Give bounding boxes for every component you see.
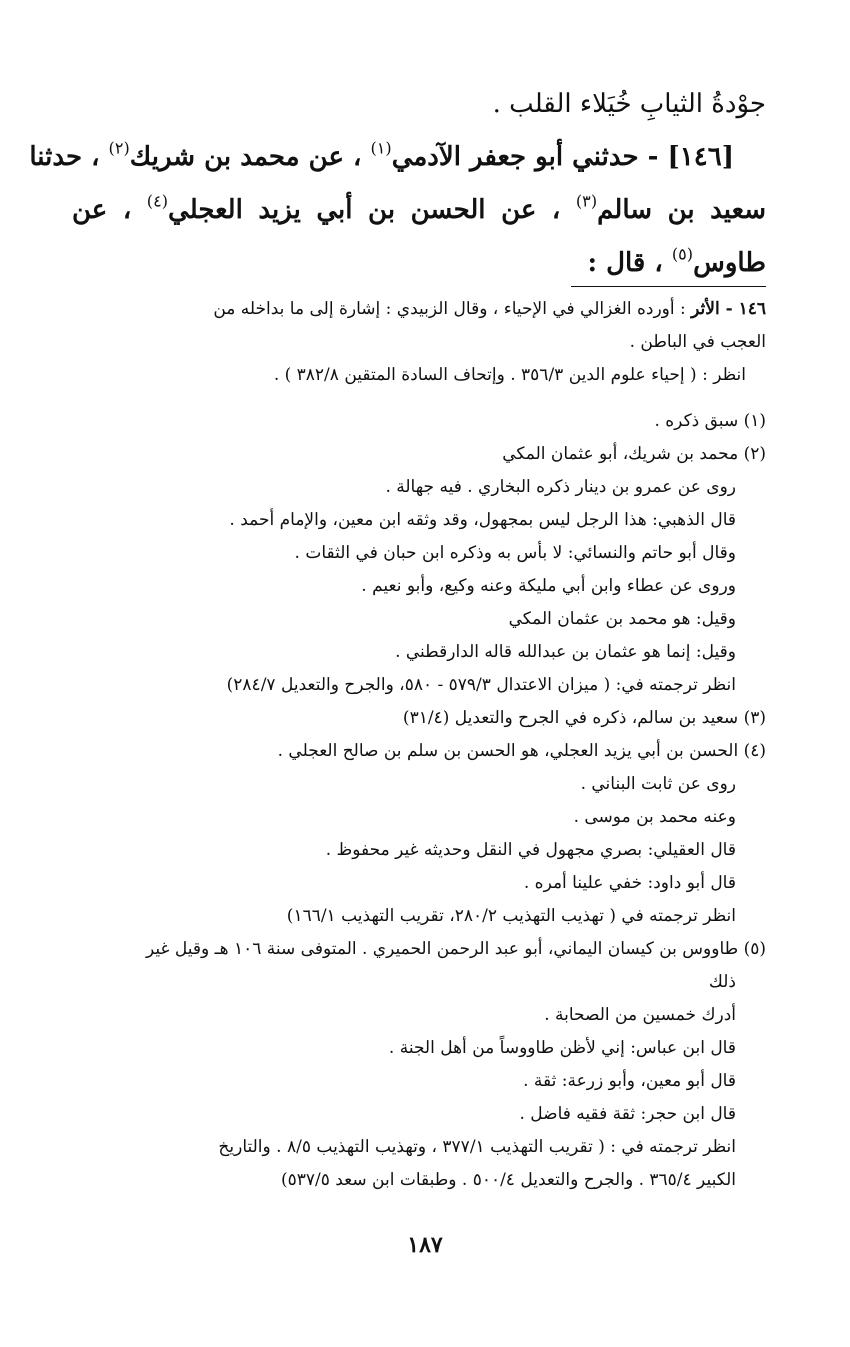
page-number: ١٨٧ xyxy=(407,1232,443,1258)
note-line-3: انظر : ( إحياء علوم الدين ٣٥٦/٣ . وإتحاف السادة المتقين ٣٨٢/٨ ) . xyxy=(273,365,746,385)
main-line-4 xyxy=(72,237,766,290)
main-line-3-a: سعيد بن سالم xyxy=(597,195,766,225)
main-line-1 xyxy=(72,78,766,131)
footnote-3: (٣) سعيد بن سالم، ذكره في الجرح والتعديل (٣١/٤) xyxy=(402,708,766,728)
footnote-2-line: قال الذهبي: هذا الرجل ليس بمجهول، وقد وثقه ابن معين، والإمام أحمد . xyxy=(229,510,736,530)
footnote-5-line: ذلك xyxy=(708,972,736,992)
footnote-4-title: (٤) الحسن بن أبي يزيد العجلي، هو الحسن بن سلم بن صالح العجلي . xyxy=(277,741,766,761)
footnote-5-reference: انظر ترجمته في : ( تقريب التهذيب ٣٧٧/١ ، وتهذيب التهذيب ٨/٥ . والتاريخ xyxy=(218,1137,736,1157)
note-line-2: العجب في الباطن . xyxy=(629,332,766,352)
main-line-4-b: ، قال : xyxy=(587,248,672,278)
footnote-4-line: قال العقيلي: بصري مجهول في النقل وحديثه غير محفوظ . xyxy=(325,840,736,860)
main-line-3-c: ، عن xyxy=(72,195,147,225)
footnote-5-line: قال ابن حجر: ثقة فقيه فاضل . xyxy=(519,1104,736,1124)
main-line-2-tail: ، عن محمد بن شريك xyxy=(129,142,371,172)
footnote-1: (١) سبق ذكره . xyxy=(654,411,766,431)
footnote-ref-2: (٢) xyxy=(108,138,130,158)
footnote-divider xyxy=(571,286,766,287)
main-line-1-text: جوْدةُ الثيابِ خُيَلاء القلب . xyxy=(492,89,766,119)
main-line-3-b: ، عن الحسن بن أبي يزيد العجلي xyxy=(168,195,576,225)
footnote-2-line: وروى عن عطاء وابن أبي مليكة وعنه وكيع، وأبو نعيم . xyxy=(361,576,736,596)
main-line-4-a: طاوس xyxy=(693,248,766,278)
footnote-5-line: أدرك خمسين من الصحابة . xyxy=(544,1005,736,1025)
footnote-5-title: (٥) طاووس بن كيسان اليماني، أبو عبد الرحمن الحميري . المتوفى سنة ١٠٦ هـ وقيل غير xyxy=(146,939,766,959)
main-text xyxy=(29,78,766,290)
note-label: ١٤٦ - الأثر xyxy=(691,299,766,319)
footnote-4-line: روى عن ثابت البناني . xyxy=(580,774,736,794)
main-line-2-text: - حدثني أبو جعفر الآدمي xyxy=(391,142,668,172)
hadith-number: [١٤٦] xyxy=(667,142,734,172)
footnote-2-line: روى عن عمرو بن دينار ذكره البخاري . فيه جهالة . xyxy=(385,477,736,497)
footnote-4-line: قال أبو داود: خفي علينا أمره . xyxy=(523,873,736,893)
footnote-4-line: وعنه محمد بن موسى . xyxy=(573,807,736,827)
footnote-ref-1: (١) xyxy=(370,138,392,158)
footnote-2-title: (٢) محمد بن شريك، أبو عثمان المكي xyxy=(502,444,766,464)
footnotes xyxy=(72,405,766,1197)
footnote-2-line: وقيل: هو محمد بن عثمان المكي xyxy=(508,609,736,629)
footnote-ref-4: (٤) xyxy=(146,191,169,211)
footnote-5-line: قال أبو معين، وأبو زرعة: ثقة . xyxy=(523,1071,736,1091)
note-line-1-rest: : أورده الغزالي في الإحياء ، وقال الزبيدي : إشارة إلى ما بداخله من xyxy=(213,299,692,319)
main-line-2 xyxy=(29,131,766,184)
footnote-2-line: وقال أبو حاتم والنسائي: لا بأس به وذكره ابن حبان في الثقات . xyxy=(294,543,736,563)
note-line-1 xyxy=(72,293,766,326)
hadith-notes xyxy=(72,293,766,392)
footnote-2-reference: انظر ترجمته في: ( ميزان الاعتدال ٥٧٩/٣ - ٥٨٠، والجرح والتعديل ٢٨٤/٧) xyxy=(226,675,736,695)
footnote-5-line: قال ابن عباس: إني لأظن طاووساً من أهل الجنة . xyxy=(388,1038,736,1058)
footnote-2-line: وقيل: إنما هو عثمان بن عبدالله قاله الدارقطني . xyxy=(395,642,736,662)
main-line-2-end: ، حدثنا xyxy=(29,142,109,172)
footnote-5-reference: الكبير ٣٦٥/٤ . والجرح والتعديل ٥٠٠/٤ . وطبقات ابن سعد ٥٣٧/٥) xyxy=(280,1170,736,1190)
footnote-ref-3: (٣) xyxy=(575,191,598,211)
footnote-4-reference: انظر ترجمته في ( تهذيب التهذيب ٢٨٠/٢، تقريب التهذيب ١٦٦/١) xyxy=(286,906,736,926)
main-line-3 xyxy=(72,184,766,237)
footnote-ref-5: (٥) xyxy=(671,244,694,264)
